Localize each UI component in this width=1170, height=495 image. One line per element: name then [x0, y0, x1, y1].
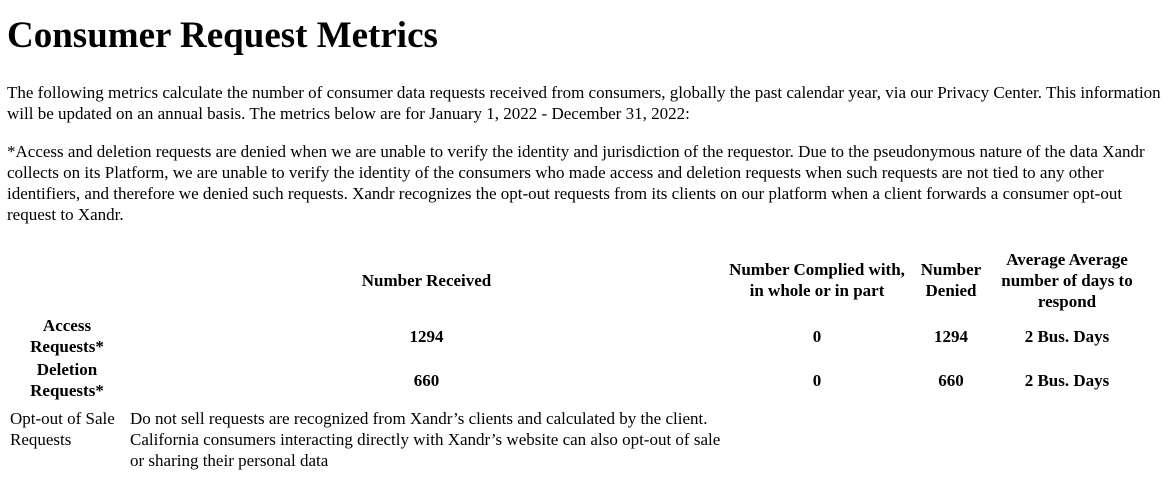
- metrics-table: [7, 246, 1140, 472]
- header-number-denied: Number Denied: [920, 260, 982, 300]
- page-title: Consumer Request Metrics: [7, 15, 438, 56]
- table-row-optout: [7, 402, 1140, 472]
- cell-avg-days: 2 Bus. Days: [1024, 370, 1110, 390]
- table-header-row: [7, 246, 1140, 314]
- table-row: [7, 358, 1140, 402]
- table-row: [7, 314, 1140, 358]
- cell-denied: 660: [938, 370, 964, 390]
- footnote-paragraph: *Access and deletion requests are denied when we are unable to verify the identity and jurisdiction of the requestor. Due to the pseudonymous nature of the data Xandr collects on its Platform, we are unable to verify the identity of the consumers who made access and deletion requests when such requests are not tied to any other identifiers, and therefore we denied such requests. Xandr recognizes the opt-out requests from its clients on our platform when a client forwards a consumer opt-out request to Xandr.: [7, 142, 1145, 224]
- header-average-days: Average Average number of days to respond: [1001, 249, 1133, 311]
- cell-empty: [994, 402, 1140, 472]
- cell-avg-days: 2 Bus. Days: [1024, 326, 1110, 346]
- cell-complied: 0: [812, 326, 822, 346]
- optout-description: Do not sell requests are recognized from Xandr’s clients and calculated by the client. California consumers interacting directly with Xandr’s website can also opt-out of sale or sharing their personal data: [130, 409, 721, 470]
- cell-received: 660: [413, 370, 440, 390]
- intro-paragraph: The following metrics calculate the number of consumer data requests received from consumers, globally the past calendar year, via our Privacy Center. This information will be updated on an annual basis. The metrics below are for January 1, 2022 - December 31, 2022:: [7, 83, 1161, 123]
- row-label-deletion: Deletion Requests*: [30, 360, 104, 400]
- row-label-access: Access Requests*: [30, 316, 104, 356]
- header-number-received: Number Received: [361, 270, 492, 290]
- cell-empty: [726, 402, 908, 472]
- header-blank: [7, 246, 127, 314]
- cell-received: 1294: [409, 326, 444, 346]
- cell-empty: [908, 402, 994, 472]
- row-label-optout: Opt-out of Sale Requests: [10, 409, 115, 449]
- cell-denied: 1294: [934, 326, 968, 346]
- page-content: [7, 0, 1163, 470]
- cell-complied: 0: [812, 370, 822, 390]
- header-number-complied: Number Complied with, in whole or in part: [729, 260, 905, 300]
